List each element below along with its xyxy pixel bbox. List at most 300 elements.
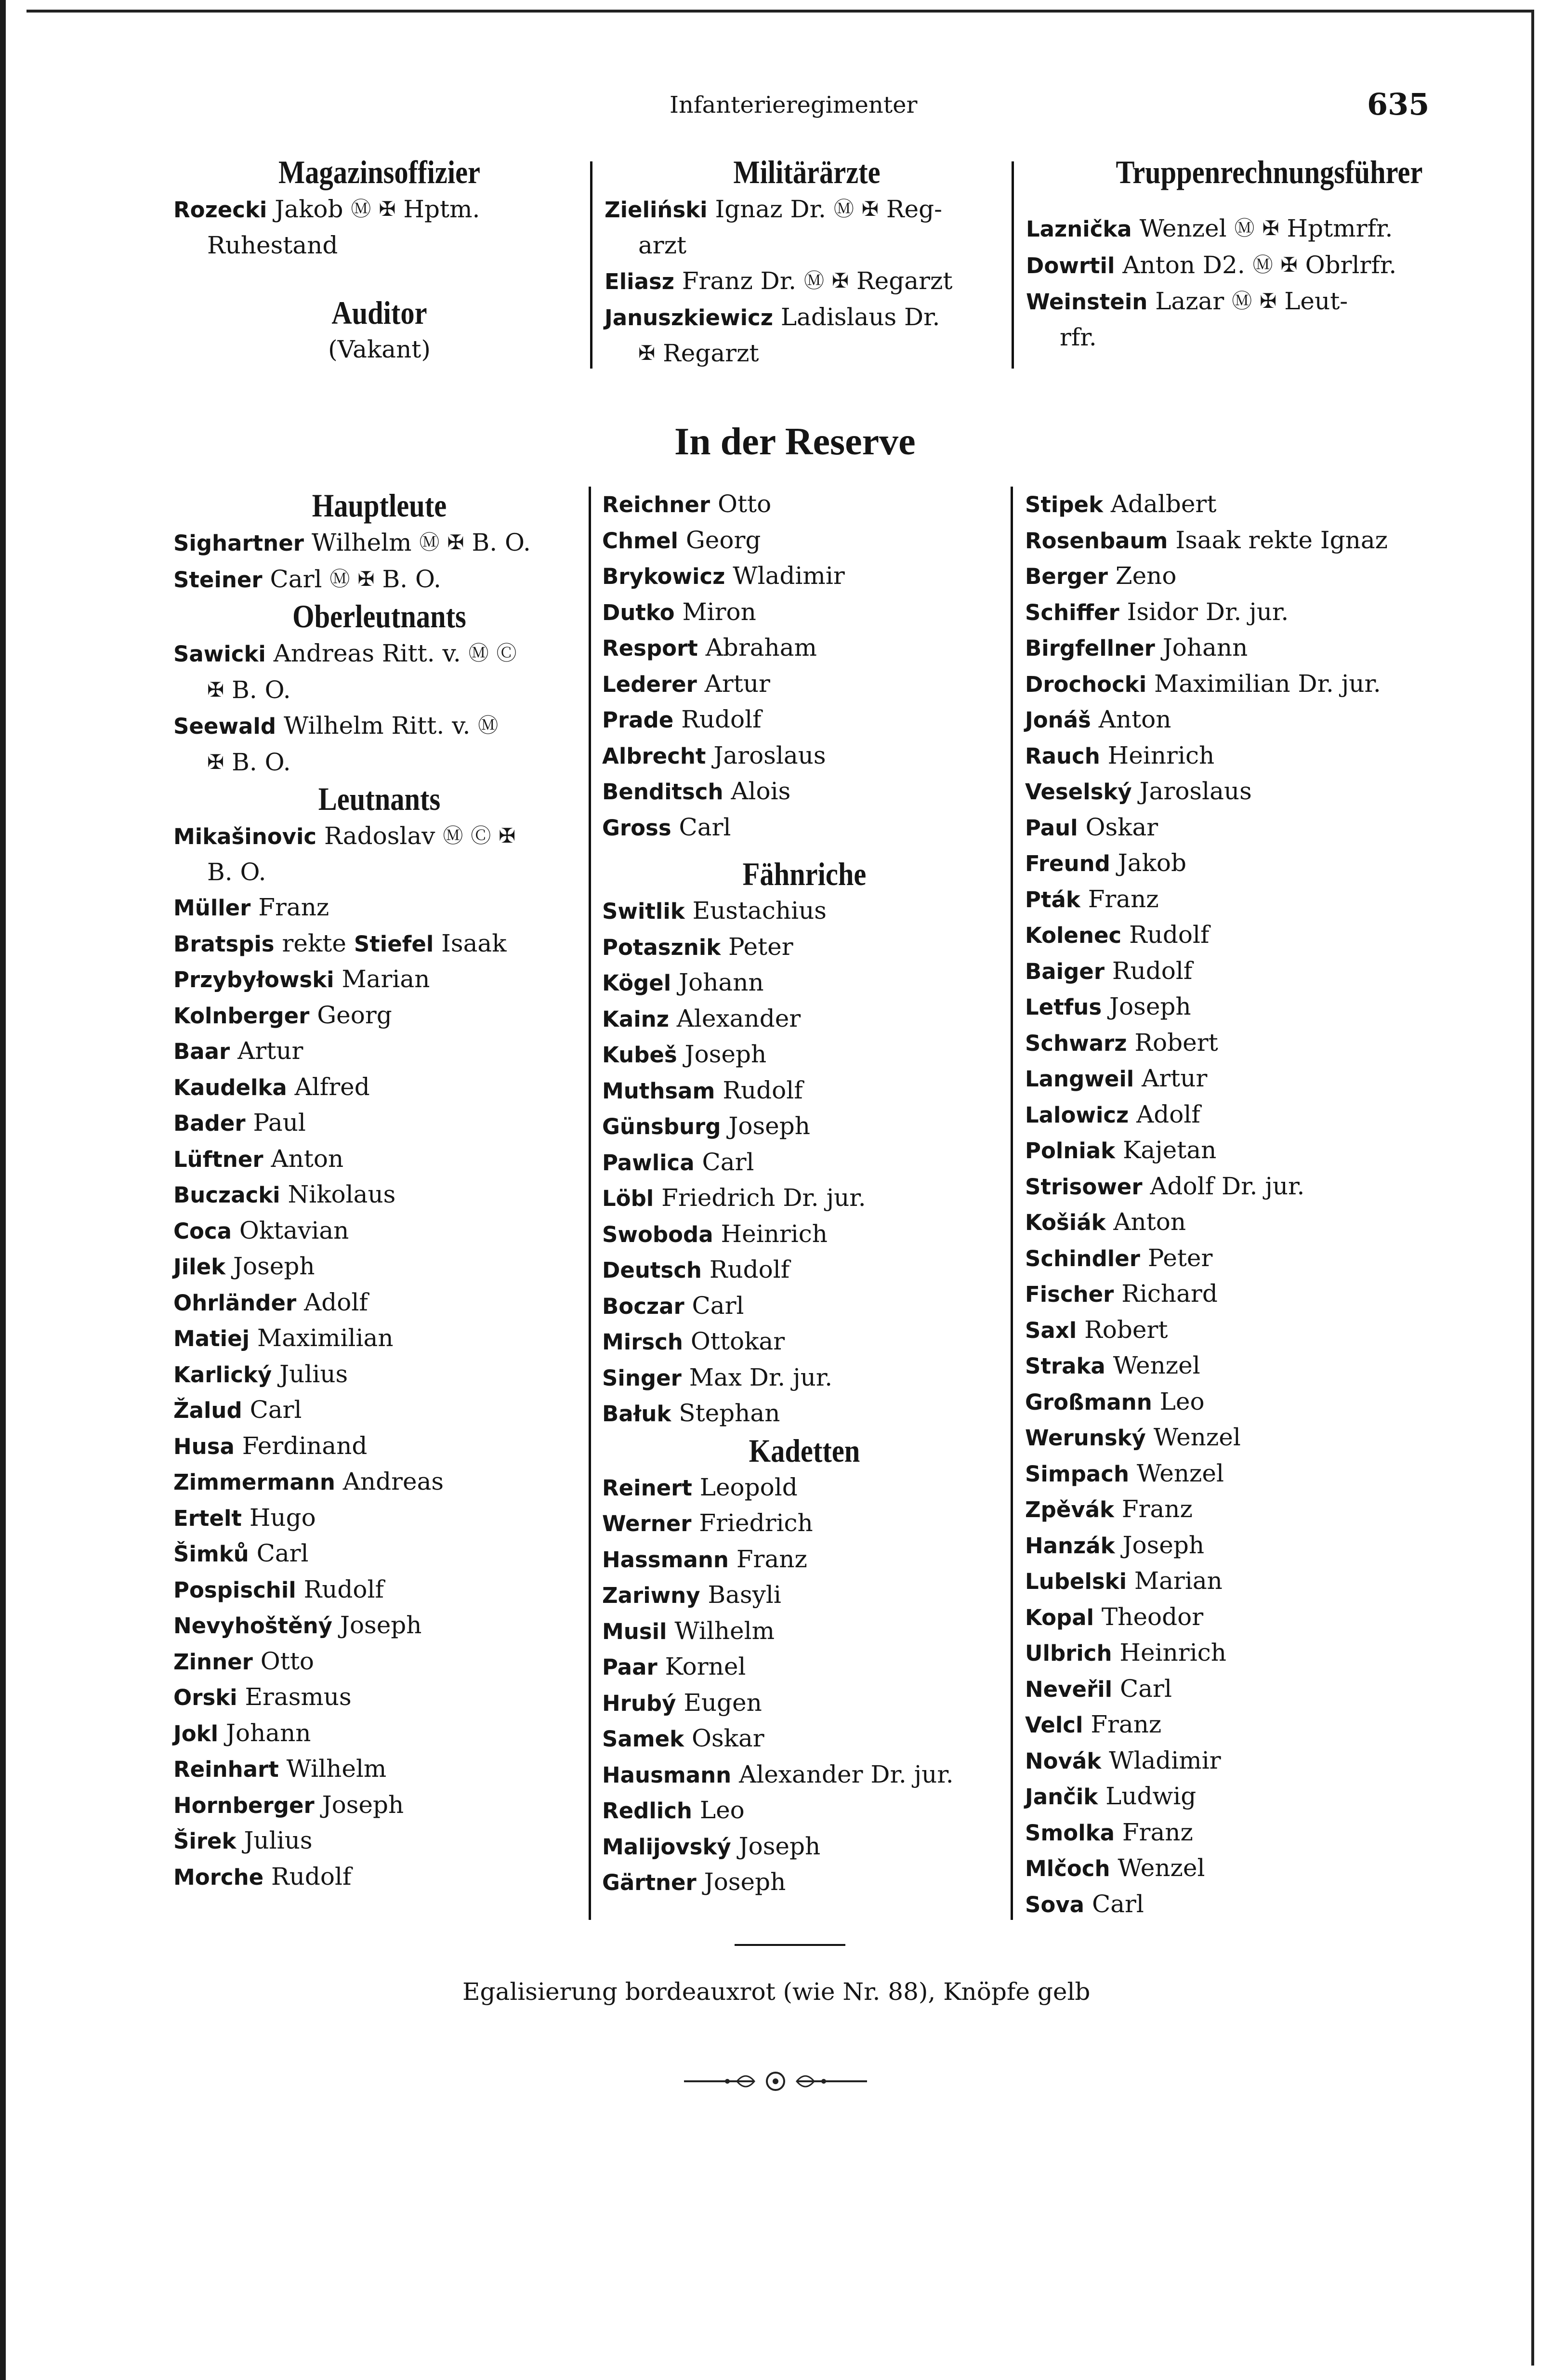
list-item xyxy=(173,1428,585,1465)
list-item-continuation xyxy=(605,335,1009,371)
list-item xyxy=(602,1109,1007,1145)
list-item-continuation xyxy=(173,744,585,780)
list-item-continuation: B. O. xyxy=(207,858,266,886)
surname: Šimků xyxy=(173,1541,249,1567)
given-name: Heinrich xyxy=(721,1219,828,1248)
surname: Albrecht xyxy=(602,743,706,769)
surname: Mikašinovic xyxy=(173,824,317,849)
rank: Regarzt xyxy=(856,267,953,295)
surname: Pták xyxy=(1025,886,1080,912)
kadetten-list xyxy=(602,1470,1007,1901)
given-name: Carl xyxy=(1092,1890,1144,1918)
list-item xyxy=(1025,1600,1512,1636)
rank: Leut- xyxy=(1284,287,1348,315)
given-name: Artur xyxy=(704,669,770,698)
list-item xyxy=(173,890,585,926)
surname: Kaudelka xyxy=(173,1074,287,1100)
list-item xyxy=(173,1105,585,1141)
given-name: Leo xyxy=(1159,1387,1205,1415)
given-name: Wenzel xyxy=(1136,1459,1224,1487)
surname: Zimmermann xyxy=(173,1469,335,1495)
list-item xyxy=(1025,1241,1512,1277)
given-name: Rudolf xyxy=(681,705,762,733)
given-name: Joseph xyxy=(684,1040,767,1068)
given-name: Erasmus xyxy=(245,1683,352,1711)
footer-divider xyxy=(735,1944,845,1946)
rank: B. O. xyxy=(232,675,291,704)
medal-icon: Ⓜ xyxy=(351,197,371,221)
cross-icon: ✠ xyxy=(207,677,224,701)
surname: Baiger xyxy=(1025,958,1105,984)
given-name: Anton xyxy=(1113,1208,1186,1236)
surname: Reinert xyxy=(602,1475,692,1501)
list-item xyxy=(173,1536,585,1572)
given-name: Isidor Dr. jur. xyxy=(1127,597,1289,626)
medal-icon: Ⓜ xyxy=(419,530,440,554)
list-item xyxy=(602,1324,1007,1360)
list-item xyxy=(1025,487,1512,523)
list-item xyxy=(602,810,1007,846)
list-item xyxy=(602,1721,1007,1757)
list-item xyxy=(1025,1671,1512,1707)
given-name: Oktavian xyxy=(239,1216,349,1244)
list-item xyxy=(173,818,585,855)
given-name: Johann xyxy=(225,1719,311,1747)
surname: Mirsch xyxy=(602,1329,683,1355)
surname: Chmel xyxy=(602,528,678,554)
surname: Baar xyxy=(173,1039,230,1064)
given-name: Kajetan xyxy=(1122,1136,1217,1164)
surname: Swoboda xyxy=(602,1221,713,1247)
given-name: Alfred xyxy=(294,1072,370,1101)
given-name: Leopold xyxy=(699,1473,798,1501)
rank: Hptm. xyxy=(403,195,480,223)
given-name: Carl xyxy=(250,1396,302,1424)
list-item xyxy=(602,1145,1007,1181)
given-name: Max Dr. jur. xyxy=(689,1363,833,1391)
section-heading: Truppenrechnungsführer xyxy=(1116,154,1423,190)
given-name: Nikolaus xyxy=(288,1180,396,1208)
column-divider xyxy=(590,161,592,369)
surname: Przybyłowski xyxy=(173,967,334,992)
surname: Jilek xyxy=(173,1254,226,1280)
list-item xyxy=(1026,247,1513,284)
surname: Kögel xyxy=(602,970,671,996)
surname: Ohrländer xyxy=(173,1290,297,1316)
surname: Orski xyxy=(173,1685,237,1710)
surname: Ertelt xyxy=(173,1505,242,1531)
list-item xyxy=(173,191,585,228)
list-item xyxy=(173,1285,585,1321)
list-item xyxy=(1025,1635,1512,1671)
surname: Fischer xyxy=(1025,1282,1114,1307)
given-name: Georg xyxy=(685,526,761,554)
surname: Kainz xyxy=(602,1006,669,1032)
list-item xyxy=(173,708,585,744)
medal-icon: Ⓜ xyxy=(443,824,463,847)
ornament-icon xyxy=(684,2067,867,2096)
surname: Musil xyxy=(602,1618,667,1644)
given-name: Joseph xyxy=(728,1112,810,1140)
given-name: Joseph xyxy=(322,1790,404,1819)
list-item xyxy=(1025,1025,1512,1061)
surname: Zinner xyxy=(173,1649,253,1675)
surname: Mlčoch xyxy=(1025,1856,1110,1881)
surname: Rauch xyxy=(1025,743,1100,769)
list-item xyxy=(602,702,1007,738)
list-item xyxy=(1025,1492,1512,1528)
surname: Veselský xyxy=(1025,779,1132,805)
list-item xyxy=(1025,595,1512,631)
surname: Resport xyxy=(602,635,698,661)
cross-icon: ✠ xyxy=(207,750,224,774)
list-item xyxy=(1025,1707,1512,1743)
given-name-alias: Isaak xyxy=(441,929,507,957)
list-item xyxy=(173,1500,585,1536)
given-name: Carl xyxy=(270,565,322,593)
given-name: Carl xyxy=(702,1148,754,1176)
given-name: Franz xyxy=(1122,1818,1193,1846)
reserve-left-column xyxy=(173,487,585,1895)
cross-icon: ✠ xyxy=(1262,216,1279,240)
given-name: Abraham xyxy=(705,634,817,661)
list-item xyxy=(602,1613,1007,1650)
given-name: Alexander Dr. jur. xyxy=(739,1760,954,1788)
given-name: Rudolf xyxy=(1129,921,1210,949)
surname: Hornberger xyxy=(173,1792,315,1818)
given-name: Rudolf xyxy=(303,1575,384,1603)
list-item xyxy=(173,1033,585,1070)
surname: Lalowicz xyxy=(1025,1102,1129,1128)
surname: Paul xyxy=(1025,815,1078,841)
list-item xyxy=(1025,810,1512,846)
given-name: Adolf xyxy=(1136,1100,1200,1128)
surname: Brykowicz xyxy=(602,564,725,589)
section-heading: Oberleutnants xyxy=(292,598,466,635)
list-item xyxy=(1025,1851,1512,1887)
surname: Letfus xyxy=(1025,994,1102,1020)
surname: Reichner xyxy=(602,492,710,517)
list-item xyxy=(1025,774,1512,810)
surname: Hausmann xyxy=(602,1762,732,1788)
given-name: Isaak rekte Ignaz xyxy=(1175,526,1388,554)
given-name: Alois xyxy=(731,777,791,805)
surname: Weinstein xyxy=(1026,289,1148,315)
given-name: Wilhelm xyxy=(674,1616,775,1645)
surname: Neveřil xyxy=(1025,1676,1113,1702)
surname: Schindler xyxy=(1025,1245,1140,1271)
list-item xyxy=(173,1823,585,1859)
running-head: Infanterieregimenter xyxy=(670,92,918,119)
list-item xyxy=(602,1542,1007,1578)
footnote: Egalisierung bordeauxrot (wie Nr. 88), Knöpfe gelb xyxy=(462,1978,1091,2006)
list-item xyxy=(1025,1563,1512,1600)
column-divider xyxy=(1011,487,1013,1920)
given-name: Marian xyxy=(342,965,430,993)
list-item xyxy=(602,1037,1007,1073)
section-heading: Magazinsoffizier xyxy=(278,154,480,190)
list-item xyxy=(173,1679,585,1716)
list-item xyxy=(173,1787,585,1824)
list-item xyxy=(173,1392,585,1428)
list-item-continuation: Ruhestand xyxy=(207,231,338,259)
list-item xyxy=(602,1864,1007,1901)
given-name: Jakob xyxy=(1118,849,1187,877)
surname: Werner xyxy=(602,1511,692,1536)
given-name: Wenzel xyxy=(1113,1351,1200,1379)
list-item xyxy=(1025,738,1512,774)
surname: Karlický xyxy=(173,1362,272,1388)
surname: Hrubý xyxy=(602,1690,676,1716)
list-item xyxy=(1025,523,1512,559)
surname: Stipek xyxy=(1025,492,1104,517)
given-name: Ladislaus Dr. xyxy=(780,303,940,331)
given-name: Adalbert xyxy=(1110,490,1217,518)
list-item xyxy=(605,191,1009,228)
given-name: Andreas Ritt. v. xyxy=(273,639,461,667)
leutnants-list xyxy=(173,890,585,1895)
list-item xyxy=(602,893,1007,929)
magazinsoffizier-section xyxy=(173,153,585,263)
given-name: Leo xyxy=(699,1796,745,1824)
list-item xyxy=(1025,702,1512,738)
rank: B. O. xyxy=(472,529,531,556)
surname: Bratspis xyxy=(173,931,275,957)
surname: Coca xyxy=(173,1218,232,1244)
given-name: Rudolf xyxy=(723,1076,803,1104)
medal-icon: Ⓜ xyxy=(803,269,824,292)
list-item xyxy=(1025,1348,1512,1384)
cross-icon: ✠ xyxy=(831,269,849,292)
given-name: Carl xyxy=(256,1539,309,1567)
list-item xyxy=(602,1252,1007,1288)
list-item xyxy=(1025,953,1512,990)
given-name: Peter xyxy=(1147,1243,1213,1272)
surname: Pospischil xyxy=(173,1577,296,1603)
given-name: Jaroslaus xyxy=(713,741,826,769)
given-name: Stephan xyxy=(679,1399,780,1427)
list-item xyxy=(605,300,1009,336)
section-heading: Kadetten xyxy=(749,1432,860,1469)
surname: Smolka xyxy=(1025,1820,1115,1846)
given-name: Wladimir xyxy=(733,562,845,590)
given-name: Joseph xyxy=(340,1611,422,1639)
given-name: Maximilian Dr. jur. xyxy=(1154,669,1381,698)
list-item xyxy=(173,1751,585,1787)
list-item xyxy=(173,962,585,998)
surname: Kolenec xyxy=(1025,923,1122,948)
given-name: Ignaz Dr. xyxy=(715,195,826,223)
given-name: Franz Dr. xyxy=(682,267,797,295)
surname: Zariwny xyxy=(602,1583,700,1608)
list-item xyxy=(173,635,585,672)
list-item xyxy=(602,595,1007,631)
given-name: Anton xyxy=(1098,705,1171,733)
right-list xyxy=(1025,487,1512,1922)
given-name: Franz xyxy=(1088,885,1159,913)
surname-alias: Stiefel xyxy=(354,931,434,957)
list-item xyxy=(1025,989,1512,1025)
surname: Samek xyxy=(602,1726,684,1752)
list-item xyxy=(1025,1097,1512,1133)
given-name: Wilhelm xyxy=(311,529,412,556)
surname: Sighartner xyxy=(173,530,304,556)
medal-icon: Ⓜ xyxy=(329,567,350,591)
given-name: Artur xyxy=(1142,1064,1208,1092)
rank: Reg- xyxy=(886,195,942,223)
surname: Potasznik xyxy=(602,934,721,960)
given-name: Eustachius xyxy=(692,897,827,925)
rank: Obrlrfr. xyxy=(1305,251,1397,279)
surname: Laznička xyxy=(1026,216,1132,242)
given-name: Joseph xyxy=(233,1252,315,1280)
surname: Kubeš xyxy=(602,1042,677,1068)
given-name: Joseph xyxy=(1122,1531,1205,1559)
list-item xyxy=(1025,1456,1512,1492)
given-name: Franz xyxy=(1091,1710,1162,1738)
list-item xyxy=(1025,1815,1512,1851)
surname: Strisower xyxy=(1025,1174,1143,1200)
list-item xyxy=(602,1073,1007,1109)
list-item xyxy=(602,1506,1007,1542)
list-item xyxy=(173,1644,585,1680)
cross-icon: ✠ xyxy=(861,197,879,221)
given-name: Eugen xyxy=(684,1688,762,1717)
column-divider xyxy=(589,487,591,1920)
given-name: Franz xyxy=(1121,1495,1193,1523)
list-item xyxy=(602,738,1007,774)
list-item xyxy=(602,1649,1007,1685)
given-name: Theodor xyxy=(1101,1602,1204,1631)
surname: Januszkiewicz xyxy=(605,304,773,331)
surname: Eliasz xyxy=(605,269,674,294)
list-item xyxy=(602,1829,1007,1865)
surname: Nevyhoštěný xyxy=(173,1613,332,1639)
surname: Langweil xyxy=(1025,1066,1134,1092)
given-name: Richard xyxy=(1121,1280,1218,1308)
surname: Gross xyxy=(602,815,671,841)
surname: Lederer xyxy=(602,671,697,697)
surname: Polniak xyxy=(1025,1138,1116,1164)
middle-list xyxy=(602,487,1007,846)
list-item xyxy=(602,1216,1007,1253)
list-item xyxy=(1025,1779,1512,1815)
surname: Paar xyxy=(602,1654,658,1680)
section-heading: Fähnriche xyxy=(742,856,867,892)
surname: Žalud xyxy=(173,1398,242,1423)
surname: Werunský xyxy=(1025,1425,1146,1451)
cross-icon: ✠ xyxy=(379,197,396,221)
list-item xyxy=(1025,1384,1512,1420)
given-name: Robert xyxy=(1084,1315,1168,1344)
given-name: Andreas xyxy=(342,1468,444,1495)
list-item xyxy=(1025,1887,1512,1923)
list-item xyxy=(602,1793,1007,1829)
surname: Gärtner xyxy=(602,1870,697,1895)
cross-icon: ✠ xyxy=(357,567,375,591)
list-item xyxy=(1025,1420,1512,1456)
given-name: Basyli xyxy=(708,1581,781,1609)
cross-icon: ✠ xyxy=(499,824,516,847)
list-item xyxy=(173,1070,585,1106)
rank: Regarzt xyxy=(663,339,759,367)
surname: Ulbrich xyxy=(1025,1640,1112,1666)
surname: Prade xyxy=(602,707,674,733)
given-name: Joseph xyxy=(704,1868,786,1896)
medal-icon: Ⓜ xyxy=(478,714,499,737)
list-item xyxy=(173,1859,585,1895)
given-name: Franz xyxy=(736,1545,807,1573)
faehnriche-list xyxy=(602,893,1007,1432)
list-item xyxy=(1026,283,1513,320)
list-item xyxy=(602,1180,1007,1216)
surname: Buczacki xyxy=(173,1182,280,1208)
surname: Matiej xyxy=(173,1326,250,1351)
list-item xyxy=(173,1357,585,1393)
given-name: Wladimir xyxy=(1109,1746,1221,1774)
surname: Hanzák xyxy=(1025,1533,1115,1559)
given-name: Otto xyxy=(260,1647,315,1675)
given-name: Wilhelm Ritt. v. xyxy=(283,712,471,740)
surname: Freund xyxy=(1025,851,1110,876)
given-name: Hugo xyxy=(249,1503,316,1532)
given-name: Adolf Dr. jur. xyxy=(1150,1172,1305,1200)
given-name: Rudolf xyxy=(271,1862,352,1891)
surname: Schiffer xyxy=(1025,599,1119,625)
medal-icon: Ⓜ xyxy=(1232,289,1252,313)
surname: Steiner xyxy=(173,567,263,593)
rank: Hptmrfr. xyxy=(1287,214,1393,242)
section-heading: Hauptleute xyxy=(312,487,447,524)
surname: Malijovský xyxy=(602,1834,731,1860)
militaeraerzte-section xyxy=(605,153,1009,371)
list-item xyxy=(602,487,1007,523)
rank: B. O. xyxy=(232,748,291,776)
given-name: Carl xyxy=(692,1291,744,1320)
list-item xyxy=(173,1249,585,1285)
surname: Novák xyxy=(1025,1748,1102,1774)
medal-icon: Ⓜ xyxy=(468,641,489,665)
given-name: Rudolf xyxy=(1112,956,1193,985)
list-item xyxy=(602,1360,1007,1396)
given-name: Maximilian xyxy=(257,1324,394,1352)
surname: Schwarz xyxy=(1025,1030,1127,1056)
surname: Singer xyxy=(602,1365,682,1391)
surname: Velcl xyxy=(1025,1712,1083,1738)
surname: Birgfellner xyxy=(1025,635,1155,661)
surname: Seewald xyxy=(173,714,276,739)
given-name: Julius xyxy=(279,1360,348,1388)
medal-icon: Ⓜ xyxy=(1252,252,1273,277)
given-name: Radoslav xyxy=(324,822,435,850)
list-item xyxy=(602,1001,1007,1037)
surname: Hassmann xyxy=(602,1547,729,1573)
list-item xyxy=(1025,1743,1512,1779)
auditor-status: (Vakant) xyxy=(328,335,431,363)
given-name: Adolf xyxy=(304,1288,368,1316)
surname: Berger xyxy=(1025,564,1108,589)
given-name: Wilhelm xyxy=(286,1755,387,1783)
list-item xyxy=(173,1177,585,1213)
surname: Sawicki xyxy=(173,641,266,667)
list-item xyxy=(1025,917,1512,953)
medal-icon: Ⓜ xyxy=(1234,216,1255,240)
surname: Dowrtil xyxy=(1026,252,1115,278)
given-name: Georg xyxy=(317,1001,392,1029)
list-item xyxy=(173,1321,585,1357)
surname: Bałuk xyxy=(602,1401,671,1427)
list-item xyxy=(173,1213,585,1249)
